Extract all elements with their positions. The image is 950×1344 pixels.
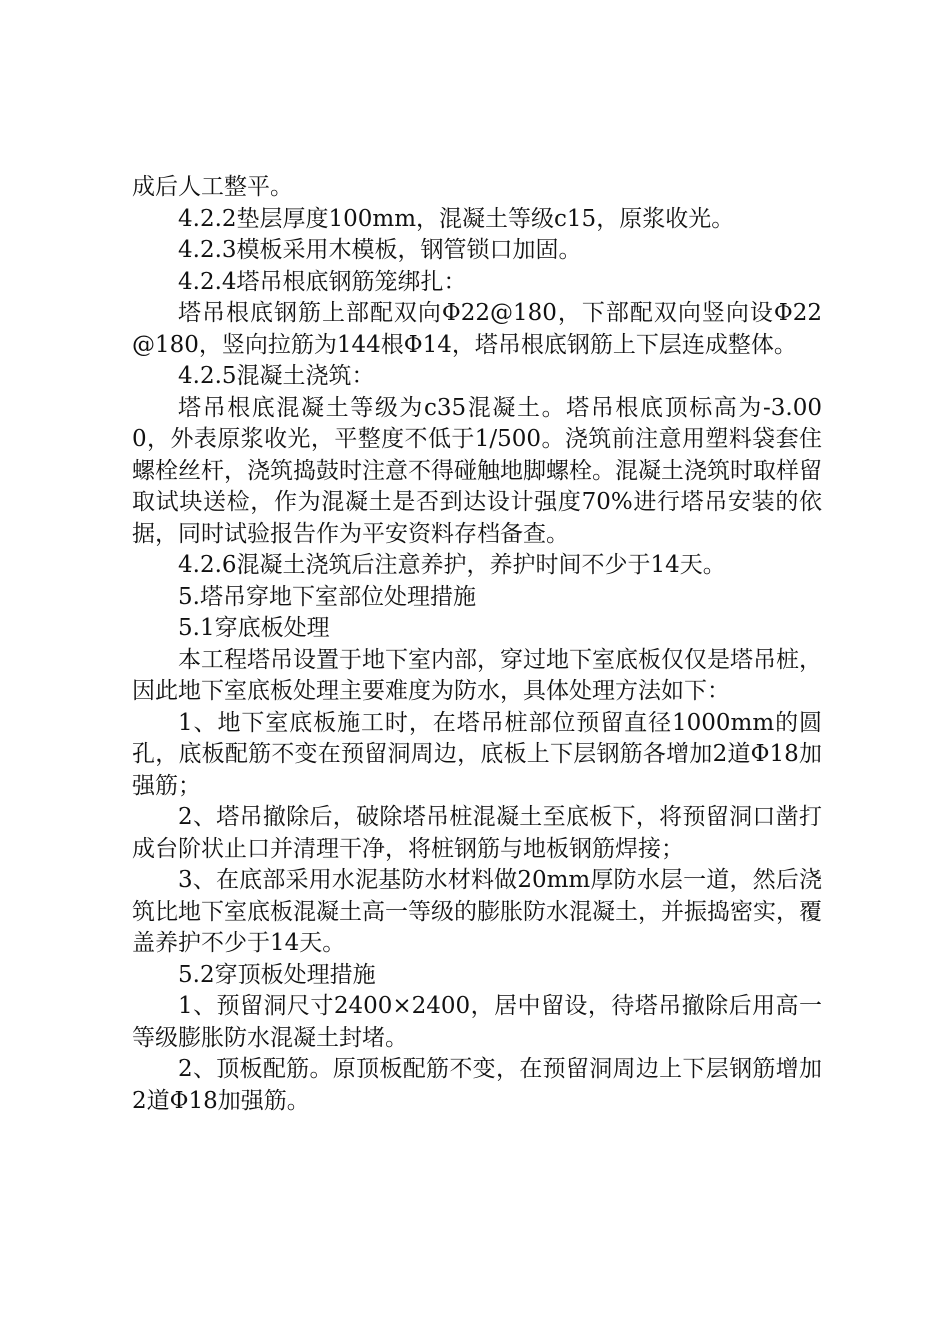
- list-item-bottom-2: 2、塔吊撤除后，破除塔吊桩混凝土至底板下，将预留洞口凿打成台阶状止口并清理干净，将桩钢筋与地板钢筋焊接；: [132, 804, 822, 862]
- list-item-bottom-1: 1、地下室底板施工时，在塔吊桩部位预留直径1000mm的圆孔，底板配筋不变在预留洞周边，底板上下层钢筋各增加2道Φ18加强筋；: [132, 709, 822, 799]
- paragraph-bottom-slab-intro: 本工程塔吊设置于地下室内部，穿过地下室底板仅仅是塔吊桩，因此地下室底板处理主要难度为防水，具体处理方法如下：: [132, 646, 822, 704]
- heading-5-1: 5.1穿底板处理: [178, 615, 330, 641]
- paragraph-4-2-3: 4.2.3模板采用木模板，钢管锁口加固。: [178, 237, 582, 263]
- list-item-top-2: 2、顶板配筋。原顶板配筋不变，在预留洞周边上下层钢筋增加2道Φ18加强筋。: [132, 1056, 822, 1114]
- paragraph-4-2-6: 4.2.6混凝土浇筑后注意养护，养护时间不少于14天。: [178, 552, 726, 578]
- paragraph-concrete-pouring: 塔吊根底混凝土等级为c35混凝土。塔吊根底顶标高为-3.000，外表原浆收光，平整度不低于1/500。浇筑前注意用塑料袋套住螺栓丝杆，浇筑捣鼓时注意不得碰触地脚螺栓。混凝土浇筑时取样留取试块送检，作为混凝土是否到达设计强度70%进行塔吊安装的依据，同时试验报告作为平安资料存档备查。: [132, 394, 822, 547]
- heading-section-5: 5.塔吊穿地下室部位处理措施: [178, 583, 476, 610]
- paragraph-continuation: 成后人工整平。: [132, 174, 293, 200]
- heading-5-2: 5.2穿顶板处理措施: [178, 961, 376, 988]
- list-item-top-1: 1、预留洞尺寸2400×2400，居中留设，待塔吊撤除后用高一等级膨胀防水混凝土封堵。: [132, 993, 822, 1051]
- document-body: [132, 172, 822, 1117]
- heading-4-2-5: 4.2.5混凝土浇筑：: [178, 363, 375, 389]
- paragraph-rebar-cage: 塔吊根底钢筋上部配双向Φ22@180，下部配双向竖向设Φ22@180，竖向拉筋为144根Φ14，塔吊根底钢筋上下层连成整体。: [132, 300, 822, 358]
- list-item-bottom-3: 3、在底部采用水泥基防水材料做20mm厚防水层一道，然后浇筑比地下室底板混凝土高一等级的膨胀防水混凝土，并振捣密实，覆盖养护不少于14天。: [132, 867, 822, 956]
- paragraph-4-2-2: 4.2.2垫层厚度100mm，混凝土等级c15，原浆收光。: [178, 205, 735, 232]
- heading-4-2-4: 4.2.4塔吊根底钢筋笼绑扎：: [178, 268, 467, 295]
